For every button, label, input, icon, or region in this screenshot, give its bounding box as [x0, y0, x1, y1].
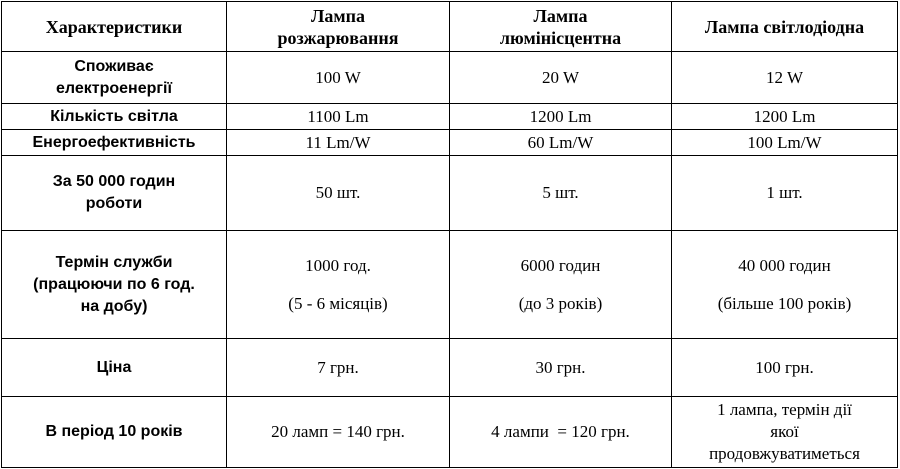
lifetime-incandescent [227, 231, 450, 339]
header-characteristic-text: Характеристики [45, 16, 183, 37]
price-fluorescent: 30 грн. [450, 339, 672, 397]
lifetime-fluorescent-gap [454, 277, 667, 293]
label-consumption-line1: Споживає [74, 57, 154, 75]
row-efficiency [2, 130, 898, 156]
header-led-text: Лампа світлодіодна [704, 16, 865, 37]
row-per50000 [2, 156, 898, 231]
label-consumption [2, 52, 227, 104]
label-consumption-line2: електроенергії [56, 79, 172, 97]
label-lifetime [2, 231, 227, 339]
lifetime-incandescent-gap [231, 277, 445, 293]
efficiency-incandescent: 11 Lm/W [227, 130, 450, 156]
header-characteristic [2, 2, 227, 52]
lifetime-fluorescent [450, 231, 672, 339]
light-fluorescent: 1200 Lm [450, 104, 672, 130]
per50000-led: 1 шт. [672, 156, 898, 231]
header-row [2, 2, 898, 52]
header-fluorescent [450, 2, 672, 52]
tenyears-led-line3: продовжуватиметься [709, 444, 860, 463]
lifetime-led-line1: 40 000 годин [738, 255, 831, 275]
lifetime-fluorescent-line1: 6000 годин [520, 255, 601, 275]
label-tenyears: В період 10 років [2, 397, 227, 468]
consumption-fluorescent: 20 W [450, 52, 672, 104]
row-price [2, 339, 898, 397]
tenyears-fluorescent: 4 лампи = 120 грн. [450, 397, 672, 468]
lifetime-incandescent-line1: 1000 год. [305, 255, 371, 275]
tenyears-led-line1: 1 лампа, термін дії [717, 400, 852, 419]
per50000-fluorescent: 5 шт. [450, 156, 672, 231]
lifetime-led-line2: (більше 100 років) [717, 293, 852, 313]
tenyears-led [672, 397, 898, 468]
label-per50000 [2, 156, 227, 231]
light-led: 1200 Lm [672, 104, 898, 130]
efficiency-fluorescent: 60 Lm/W [450, 130, 672, 156]
consumption-led: 12 W [672, 52, 898, 104]
comparison-table [1, 1, 898, 468]
per50000-incandescent: 50 шт. [227, 156, 450, 231]
label-per50000-line2: роботи [85, 195, 143, 212]
label-light: Кількість світла [2, 104, 227, 130]
tenyears-led-line2: якої [770, 422, 799, 441]
header-incandescent-line2: розжарювання [277, 27, 399, 48]
header-fluorescent-line2: люмінісцентна [499, 27, 622, 48]
price-led: 100 грн. [672, 339, 898, 397]
lifetime-led-gap [676, 277, 893, 293]
row-light [2, 104, 898, 130]
label-lifetime-line3: на добу) [80, 297, 148, 315]
row-tenyears [2, 397, 898, 468]
header-incandescent-line1: Лампа [310, 5, 366, 26]
light-incandescent: 1100 Lm [227, 104, 450, 130]
consumption-incandescent: 100 W [227, 52, 450, 104]
lifetime-fluorescent-line2: (до 3 років) [518, 293, 603, 313]
efficiency-led: 100 Lm/W [672, 130, 898, 156]
row-consumption [2, 52, 898, 104]
tenyears-incandescent: 20 ламп = 140 грн. [227, 397, 450, 468]
label-price: Ціна [2, 339, 227, 397]
label-lifetime-line1: Термін служби [55, 253, 173, 271]
price-incandescent: 7 грн. [227, 339, 450, 397]
label-efficiency: Енергоефективність [2, 130, 227, 156]
label-lifetime-line2: (працюючи по 6 год. [33, 275, 195, 293]
lifetime-incandescent-line2: (5 - 6 місяців) [288, 293, 388, 313]
label-per50000-line1: За 50 000 годин [52, 173, 176, 190]
header-led [672, 2, 898, 52]
header-fluorescent-line1: Лампа [533, 5, 588, 26]
row-lifetime [2, 231, 898, 339]
header-incandescent [227, 2, 450, 52]
lifetime-led [672, 231, 898, 339]
